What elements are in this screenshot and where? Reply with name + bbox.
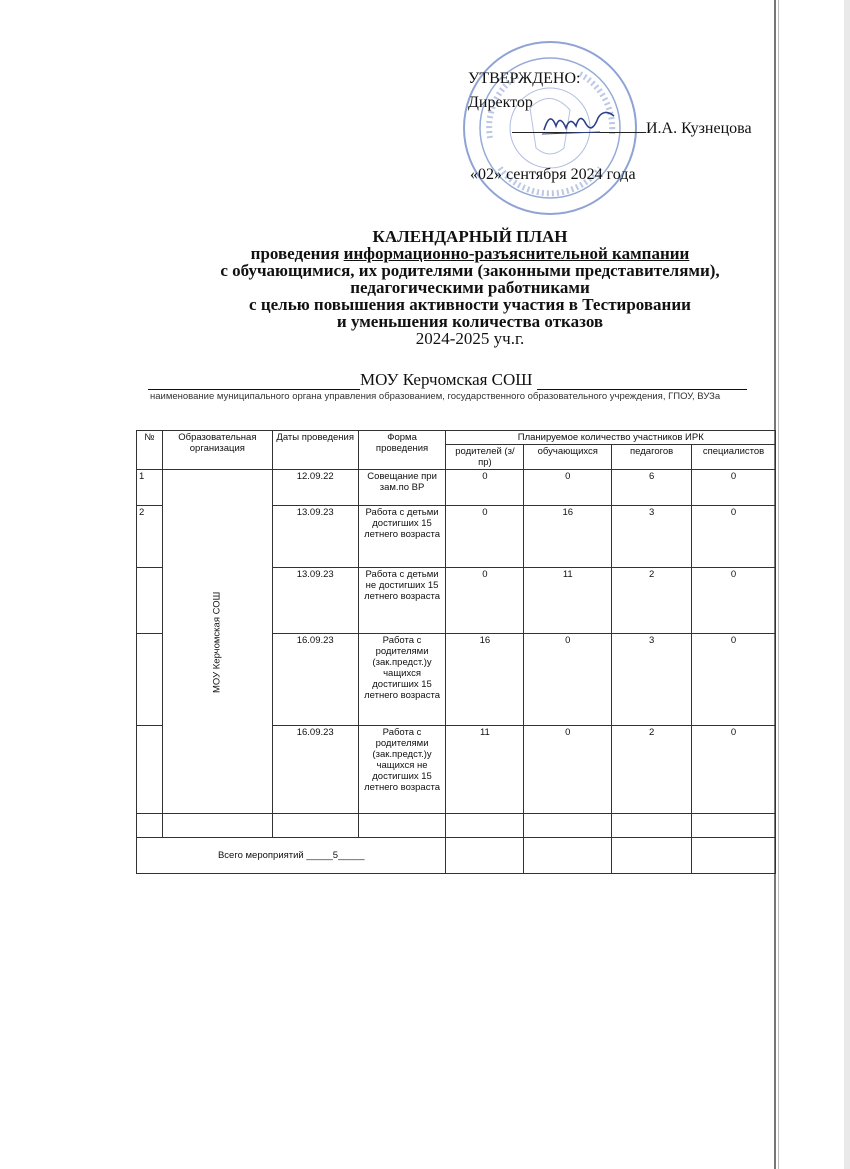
row-specialists: 0 (692, 634, 776, 726)
row-parents: 11 (446, 726, 524, 814)
header-num: № (137, 431, 163, 470)
row-num: 1 (137, 470, 163, 506)
row-date: 13.09.23 (272, 568, 358, 634)
row-students: 0 (524, 470, 612, 506)
title-line-3: с обучающимися, их родителями (законными представителями), (220, 261, 720, 280)
total-label: Всего мероприятий _____5_____ (137, 838, 446, 874)
approval-date: «02» сентября 2024 года (470, 166, 636, 183)
org-fill-left (148, 373, 360, 390)
row-num (137, 726, 163, 814)
row-teachers: 3 (612, 506, 692, 568)
row-teachers: 2 (612, 726, 692, 814)
title-line-6: и уменьшения количества отказов (336, 312, 604, 331)
title-line-1: КАЛЕНДАРНЫЙ ПЛАН (372, 227, 568, 246)
row-teachers: 6 (612, 470, 692, 506)
plan-title (130, 228, 810, 347)
row-date: 12.09.22 (272, 470, 358, 506)
row-num (137, 634, 163, 726)
org-fill-right (537, 373, 747, 390)
row-students: 11 (524, 568, 612, 634)
row-form: Работа с родителями (зак.предст.)у чащихся не достигших 15 летнего возраста (358, 726, 446, 814)
row-specialists: 0 (692, 726, 776, 814)
organization-name: МОУ Керчомская СОШ (360, 370, 533, 389)
row-date: 16.09.23 (272, 726, 358, 814)
row-parents: 0 (446, 568, 524, 634)
title-line-2-start: проведения (250, 244, 344, 263)
header-dates: Даты проведения (272, 431, 358, 470)
organization-line (148, 370, 768, 390)
header-org: Образовательная организация (162, 431, 272, 470)
row-students: 0 (524, 634, 612, 726)
header-parents: родителей (з/пр) (446, 445, 524, 470)
org-vertical-label: МОУ Керчомская СОШ (162, 470, 272, 814)
row-num (137, 568, 163, 634)
title-line-5: с целью повышения активности участия в Тестировании (249, 295, 691, 314)
row-teachers: 2 (612, 568, 692, 634)
approved-label: УТВЕРЖДЕНО: (468, 70, 581, 87)
row-teachers: 3 (612, 634, 692, 726)
plan-table (136, 430, 776, 874)
row-parents: 0 (446, 470, 524, 506)
organization-caption: наименование муниципального органа управления образованием, государственного образовательного учреждения, ГПОУ, ВУЗа (150, 391, 721, 402)
row-date: 13.09.23 (272, 506, 358, 568)
row-specialists: 0 (692, 506, 776, 568)
row-specialists: 0 (692, 470, 776, 506)
header-planned: Планируемое количество участников ИРК (446, 431, 776, 445)
director-position: Директор (468, 94, 533, 111)
row-students: 16 (524, 506, 612, 568)
row-form: Работа с родителями (зак.предст.)у чащихся достигших 15 летнего возраста (358, 634, 446, 726)
header-row-1 (137, 431, 776, 445)
header-teachers: педагогов (612, 445, 692, 470)
header-students: обучающихся (524, 445, 612, 470)
row-form: Работа с детьми достигших 15 летнего возраста (358, 506, 446, 568)
scan-edge (844, 0, 850, 1169)
row-date: 16.09.23 (272, 634, 358, 726)
director-signature (540, 104, 620, 138)
scan-fold-line-shadow (778, 0, 779, 1169)
title-line-2 (130, 245, 810, 262)
header-form: Форма проведения (358, 431, 446, 470)
row-form: Работа с детьми не достигших 15 летнего возраста (358, 568, 446, 634)
row-parents: 16 (446, 634, 524, 726)
director-name: И.А. Кузнецова (646, 120, 752, 137)
row-students: 0 (524, 726, 612, 814)
row-parents: 0 (446, 506, 524, 568)
total-row (137, 838, 776, 874)
header-specialists: специалистов (692, 445, 776, 470)
row-form: Совещание при зам.по ВР (358, 470, 446, 506)
title-year: 2024-2025 уч.г. (415, 329, 525, 348)
title-line-4: педагогическими работниками (350, 278, 590, 297)
row-specialists: 0 (692, 568, 776, 634)
row-num: 2 (137, 506, 163, 568)
empty-row (137, 814, 776, 838)
table-row (137, 470, 776, 506)
title-line-2-underlined: информационно-разъяснительной кампании (343, 244, 690, 263)
